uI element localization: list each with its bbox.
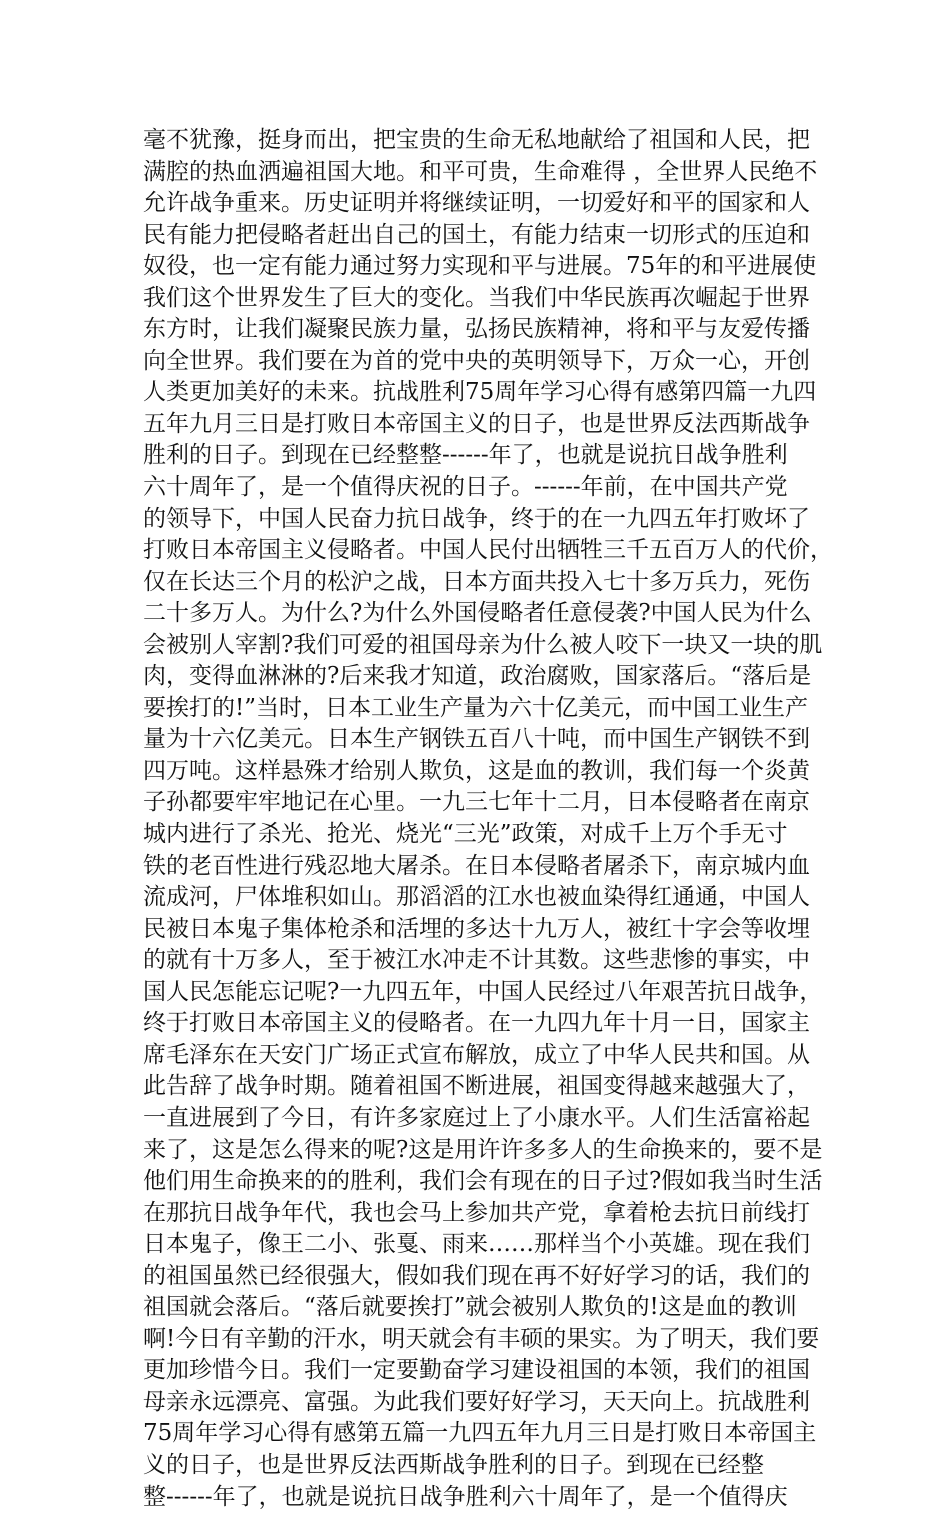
text-line: 国人民怎能忘记呢?一九四五年，中国人民经过八年艰苦抗日战争，: [143, 978, 823, 1005]
text-line: 会被别人宰割?我们可爱的祖国母亲为什么被人咬下一块又一块的肌: [143, 631, 823, 658]
text-line: 量为十六亿美元。日本生产钢铁五百八十吨，而中国生产钢铁不到: [143, 726, 810, 753]
text-line: 我们这个世界发生了巨大的变化。当我们中华民族再次崛起于世界: [143, 284, 810, 311]
text-line: 允许战争重来。历史证明并将继续证明，一切爱好和平的国家和人: [143, 190, 810, 217]
text-line: 啊!今日有辛勤的汗水，明天就会有丰硕的果实。为了明天，我们要: [143, 1325, 820, 1352]
text-line: 流成河，尸体堆积如山。那滔滔的江水也被血染得红通通，中国人: [143, 884, 810, 911]
text-line: 向全世界。我们要在为首的党中央的英明领导下，万众一心，开创: [143, 347, 810, 374]
text-line: 义的日子，也是世界反法西斯战争胜利的日子。到现在已经整: [143, 1451, 764, 1478]
text-line: 城内进行了杀光、抢光、烧光“三光”政策，对成千上万个手无寸: [143, 821, 788, 848]
text-line: 来了，这是怎么得来的呢?这是用许许多多人的生命换来的，要不是: [143, 1136, 823, 1163]
text-line: 胜利的日子。到现在已经整整------年了，也就是说抗日战争胜利: [143, 442, 788, 469]
text-line: 奴役，也一定有能力通过努力实现和平与进展。75年的和平进展使: [143, 253, 817, 280]
text-line: 的就有十万多人，至于被江水冲走不计其数。这些悲惨的事实，中: [143, 947, 810, 974]
text-line: 席毛泽东在天安门广场正式宣布解放，成立了中华人民共和国。从: [143, 1041, 810, 1068]
document-body: [143, 125, 833, 1513]
text-line: 二十多万人。为什么?为什么外国侵略者任意侵袭?中国人民为什么: [143, 600, 812, 627]
text-line: 更加珍惜今日。我们一定要勤奋学习建设祖国的本领，我们的祖国: [143, 1357, 810, 1384]
text-line: 一直进展到了今日，有许多家庭过上了小康水平。人们生活富裕起: [143, 1104, 810, 1131]
text-line: 母亲永远漂亮、富强。为此我们要好好学习，天天向上。抗战胜利: [143, 1388, 810, 1415]
text-line: 铁的老百性进行残忍地大屠杀。在日本侵略者屠杀下，南京城内血: [143, 852, 810, 879]
text-line: 四万吨。这样悬殊才给别人欺负，这是血的教训，我们每一个炎黄: [143, 757, 810, 784]
text-line: 此告辞了战争时期。随着祖国不断进展，祖国变得越来越强大了，: [143, 1073, 810, 1100]
text-line: 六十周年了，是一个值得庆祝的日子。------年前，在中国共产党: [143, 474, 788, 501]
text-line: 五年九月三日是打败日本帝国主义的日子，也是世界反法西斯战争: [143, 410, 810, 437]
text-line: 整------年了，也就是说抗日战争胜利六十周年了，是一个值得庆: [143, 1483, 788, 1510]
text-line: 日本鬼子，像王二小、张戛、雨来……那样当个小英雄。现在我们: [143, 1231, 810, 1258]
text-line: 的祖国虽然已经很强大，假如我们现在再不好好学习的话，我们的: [143, 1262, 810, 1289]
text-line: 人类更加美好的未来。抗战胜利75周年学习心得有感第四篇一九四: [143, 379, 817, 406]
text-line: 祖国就会落后。“落后就要挨打”就会被别人欺负的!这是血的教训: [143, 1294, 797, 1321]
text-line: 的领导下，中国人民奋力抗日战争，终于的在一九四五年打败坏了: [143, 505, 810, 532]
text-line: 打败日本帝国主义侵略者。中国人民付出牺牲三千五百万人的代价，: [143, 537, 833, 564]
text-line: 他们用生命换来的的胜利，我们会有现在的日子过?假如我当时生活: [143, 1168, 823, 1195]
text-line: 毫不犹豫，挺身而出，把宝贵的生命无私地献给了祖国和人民，把: [143, 127, 810, 153]
text-line: 仅在长达三个月的松沪之战，日本方面共投入七十多万兵力，死伤: [143, 568, 810, 595]
text-line: 终于打败日本帝国主义的侵略者。在一九四九年十月一日，国家主: [143, 1010, 810, 1037]
text-line: 75周年学习心得有感第五篇一九四五年九月三日是打败日本帝国主: [143, 1420, 817, 1447]
text-line: 要挨打的!”当时，日本工业生产量为六十亿美元，而中国工业生产: [143, 694, 809, 721]
text-line: 满腔的热血洒遍祖国大地。和平可贵，生命难得 ，全世界人民绝不: [143, 158, 818, 185]
text-line: 东方时，让我们凝聚民族力量，弘扬民族精神，将和平与友爱传播: [143, 316, 810, 343]
text-line: 子孙都要牢牢地记在心里。一九三七年十二月，日本侵略者在南京: [143, 789, 810, 816]
text-line: 肉，变得血淋淋的?后来我才知道，政治腐败，国家落后。“落后是: [143, 663, 812, 690]
text-line: 在那抗日战争年代，我也会马上参加共产党，拿着枪去抗日前线打: [143, 1199, 810, 1226]
text-line: 民有能力把侵略者赶出自己的国土，有能力结束一切形式的压迫和: [143, 221, 810, 248]
text-line: 民被日本鬼子集体枪杀和活埋的多达十九万人，被红十字会等收埋: [143, 915, 810, 942]
